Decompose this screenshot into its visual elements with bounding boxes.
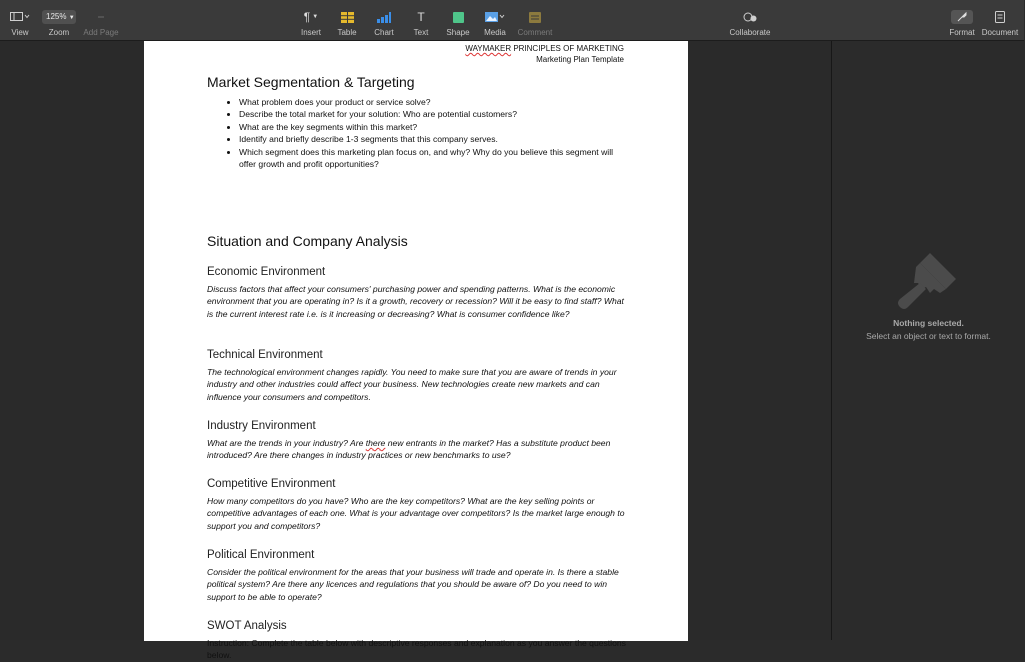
political-section	[207, 549, 627, 603]
swot-heading: SWOT Analysis	[207, 620, 287, 632]
chevron-down-icon: ▼	[68, 15, 75, 21]
comment-button[interactable]: Comment	[516, 0, 554, 40]
zoom-control: Zoom	[48, 28, 70, 37]
collaborate-icon	[726, 9, 774, 25]
economic-section	[207, 266, 627, 320]
segmentation-heading: Market Segmentation & Targeting	[207, 74, 415, 90]
swot-instruction: Instruction: Complete the table below with descriptive responses and explanation as you answer the questions below.	[207, 638, 626, 661]
media-icon	[481, 9, 509, 25]
political-heading: Political Environment	[207, 549, 315, 561]
document-icon	[980, 9, 1020, 25]
spelling-error: there	[365, 438, 386, 448]
document-body[interactable]	[207, 74, 627, 661]
insert-paragraph-icon: ¶ ▼	[303, 10, 319, 24]
nothing-selected-title: Nothing selected.	[893, 318, 964, 328]
economic-text: Discuss factors that affect your consumers' purchasing power and spending patterns. What is the economic environment that you are operating in? Is it a growth, recovery or recession? Will it be easy to find staff? What is the current interest rate i.e. is it increasing or decreasing? What is consumer confidence like?	[207, 284, 624, 319]
document-page[interactable]	[144, 41, 688, 661]
table-icon	[333, 9, 361, 25]
format-inspector	[831, 41, 1025, 640]
view-button[interactable]: View	[4, 0, 36, 40]
industry-text: What are the trends in your industry? Are there new entrants in the market? Has a substitute product been introduced? Are there changes in industry practices or new benchmarks to use?	[207, 438, 611, 461]
format-button[interactable]: Format	[944, 0, 980, 40]
add-page-button[interactable]: Add Page	[80, 0, 122, 40]
list-item: • What problem does your product or service solve?	[239, 96, 627, 108]
text-button[interactable]: T Text	[408, 0, 434, 40]
page-header: WAYMAKER PRINCIPLES OF MARKETING Marketing Plan Template	[465, 44, 624, 64]
chart-button[interactable]: Chart	[370, 0, 398, 40]
list-item: • Identify and briefly describe 1-3 segments that this company serves.	[239, 133, 627, 145]
technical-heading: Technical Environment	[207, 349, 323, 361]
list-item: • What are the key segments within this market?	[239, 121, 627, 133]
format-brush-icon	[944, 9, 980, 25]
table-button[interactable]: Table	[333, 0, 361, 40]
text-icon: T	[417, 10, 425, 24]
document-button[interactable]: Document	[980, 0, 1020, 40]
competitive-text: How many competitors do you have? Who are the key competitors? What are the key selling points or competitive advantages of each one. What is your advantage over competitors? Is the market large enough to support you and competitors?	[207, 496, 625, 531]
situation-heading: Situation and Company Analysis	[207, 233, 408, 249]
economic-heading: Economic Environment	[207, 266, 326, 278]
nothing-selected-subtitle: Select an object or text to format.	[866, 331, 991, 341]
add-page-icon	[80, 9, 122, 25]
technical-text: The technological environment changes rapidly. You need to make sure that you are aware of trends in your industry and other industries could affect your business. New technologies create new markets and can influence your consumers and competitors.	[207, 367, 617, 402]
political-text: Consider the political environment for the areas that your business will trade and operate in. Is there a stable political system? Are there any licences and regulations that you should be aware of? Do you need to win support to be able to operate?	[207, 567, 619, 602]
paintbrush-icon	[896, 249, 960, 316]
competitive-heading: Competitive Environment	[207, 478, 336, 490]
segmentation-list	[207, 96, 627, 170]
collaborate-button[interactable]: Collaborate	[726, 0, 774, 40]
competitive-section	[207, 478, 627, 532]
insert-button[interactable]: ¶ ▼ Insert	[296, 0, 326, 40]
shape-icon	[444, 9, 472, 25]
chart-icon	[370, 9, 398, 25]
list-item: • Describe the total market for your solution: Who are potential customers?	[239, 108, 627, 120]
view-icon	[4, 9, 36, 25]
toolbar	[0, 0, 1024, 41]
industry-section	[207, 420, 627, 462]
list-item: • Which segment does this marketing plan focus on, and why? Why do you believe this segment will offer growth and profit opportunities?	[239, 146, 627, 171]
media-button[interactable]: Media	[481, 0, 509, 40]
technical-section	[207, 349, 627, 403]
comment-icon	[516, 9, 554, 25]
zoom-select[interactable]: 125% ▼	[42, 10, 76, 24]
industry-heading: Industry Environment	[207, 420, 316, 432]
swot-section	[207, 620, 627, 662]
shape-button[interactable]: Shape	[444, 0, 472, 40]
situation-section	[207, 233, 627, 255]
